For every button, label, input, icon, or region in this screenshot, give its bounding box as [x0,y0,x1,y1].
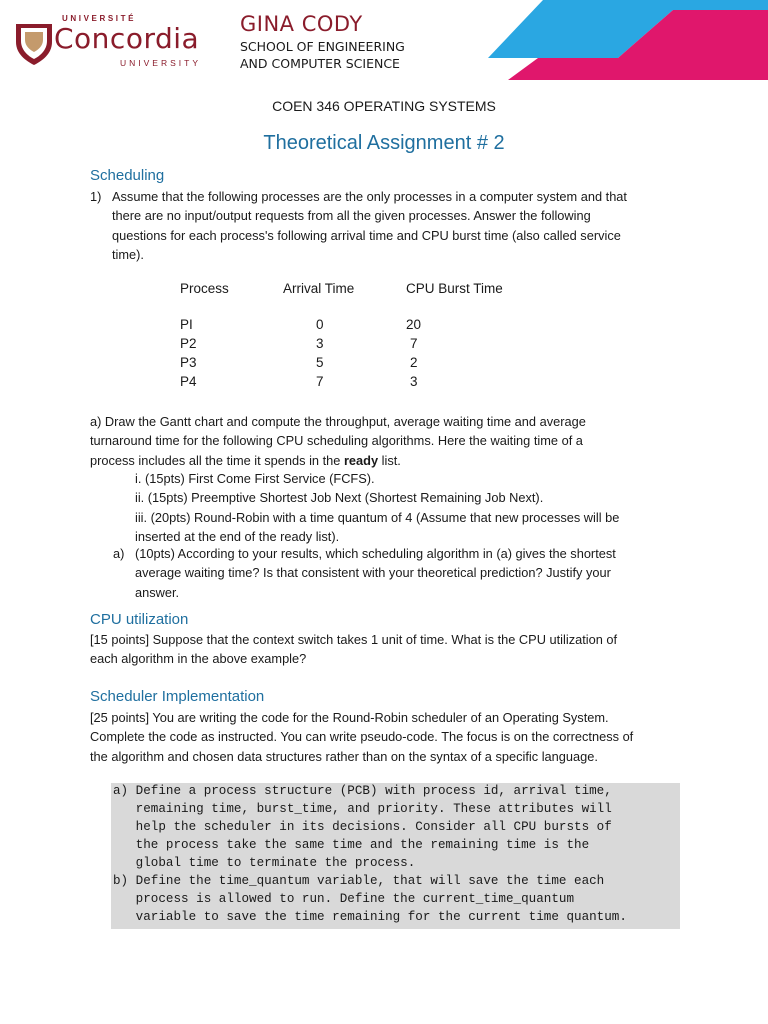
part-a-line: a) Draw the Gantt chart and compute the throughput, average waiting time and average [90,414,586,429]
code-line: a) Define a process structure (PCB) with process id, arrival time, [113,784,612,798]
part-a-text: process includes all the time it spends in the [90,452,344,468]
algorithm-item: ii. (15pts) Preemptive Shortest Job Next (Shortest Remaining Job Next). [135,490,544,506]
question-line: Assume that the following processes are the only processes in a computer system and that [112,189,627,204]
part-a-line [90,451,690,470]
ready-emphasis: ready [343,452,379,468]
code-line: the process take the same time and the remaining time is the [113,838,590,852]
impl-line: the algorithm and chosen data structures rather than on the syntax of a specific language. [90,748,598,764]
algorithm-item: i. (15pts) First Come First Service (FCFS). [135,471,375,486]
concordia-logo [14,14,224,74]
section-heading-scheduling: Scheduling [90,167,165,184]
cell-process: PI [180,317,193,332]
part-b-paragraph [135,544,695,602]
header-process: Process [180,281,229,296]
code-line: global time to terminate the process. [113,856,416,870]
cpu-line: each algorithm in the above example? [90,651,307,667]
cpu-paragraph [90,630,690,669]
university-bottom-label: UNIVERSITY [120,58,202,68]
assignment-title: Theoretical Assignment # 2 [263,132,505,154]
part-b-line: average waiting time? Is that consistent with your theoretical prediction? Justify your [135,565,611,581]
part-a-text: list. [378,452,401,468]
header-banner-graphic [458,0,768,80]
school-line-2: AND COMPUTER SCIENCE [240,56,400,71]
part-b-label: a) [113,546,125,561]
cell-process: P4 [180,374,197,389]
header-arrival: Arrival Time [283,281,355,296]
cell-arrival: 7 [316,374,324,389]
question-line: questions for each process's following arrival time and CPU burst time (also called service [112,227,621,243]
code-line: b) Define the time_quantum variable, that will save the time each [113,874,605,888]
question-line: there are no input/output requests from all the given processes. Answer the following [112,208,591,224]
question-line: time). [112,246,144,262]
part-b-line: answer. [135,584,180,600]
cell-arrival: 5 [316,355,324,370]
part-a-paragraph [90,412,690,470]
question-text [112,187,680,264]
page-header [0,0,768,80]
school-block [240,12,405,71]
cell-process: P2 [180,336,197,351]
cell-arrival: 0 [316,317,324,332]
school-line-1: SCHOOL OF ENGINEERING [240,39,405,54]
section-heading-cpu-utilization: CPU utilization [90,611,189,628]
code-line: variable to save the time remaining for the current time quantum. [113,910,627,924]
cell-process: P3 [180,355,197,370]
question-1 [90,187,680,264]
algorithm-item: iii. (20pts) Round-Robin with a time quantum of 4 (Assume that new processes will be [135,509,620,525]
algorithm-list [135,469,695,546]
cell-burst: 2 [410,355,418,370]
algorithm-item: inserted at the end of the ready list). [135,528,340,544]
cell-burst: 20 [406,317,422,332]
question-number: 1) [90,189,102,204]
header-burst: CPU Burst Time [406,281,503,296]
impl-line: [25 points] You are writing the code for the Round-Robin scheduler of an Operating System. [90,710,609,725]
university-top-label: UNIVERSITÉ [62,14,137,23]
university-name: Concordia [54,22,200,55]
part-a-line: turnaround time for the following CPU scheduling algorithms. Here the waiting time of a [90,433,583,449]
code-block [111,783,680,929]
code-line: help the scheduler in its decisions. Consider all CPU bursts of [113,820,612,834]
cell-burst: 7 [410,336,418,351]
cell-arrival: 3 [316,336,324,351]
section-heading-scheduler-implementation: Scheduler Implementation [90,688,265,705]
cell-burst: 3 [410,374,418,389]
course-title: COEN 346 OPERATING SYSTEMS [272,98,496,114]
code-line: remaining time, burst_time, and priority. These attributes will [113,802,612,816]
code-line: process is allowed to run. Define the current_time_quantum [113,892,575,906]
concordia-shield-icon [14,20,54,66]
impl-line: Complete the code as instructed. You can write pseudo-code. The focus is on the correctness of [90,729,634,745]
part-b-line: (10pts) According to your results, which scheduling algorithm in (a) gives the shortest [135,546,616,561]
school-name: GINA CODY [240,12,363,36]
impl-paragraph [90,708,690,766]
cpu-line: [15 points] Suppose that the context switch takes 1 unit of time. What is the CPU utilization of [90,632,618,647]
